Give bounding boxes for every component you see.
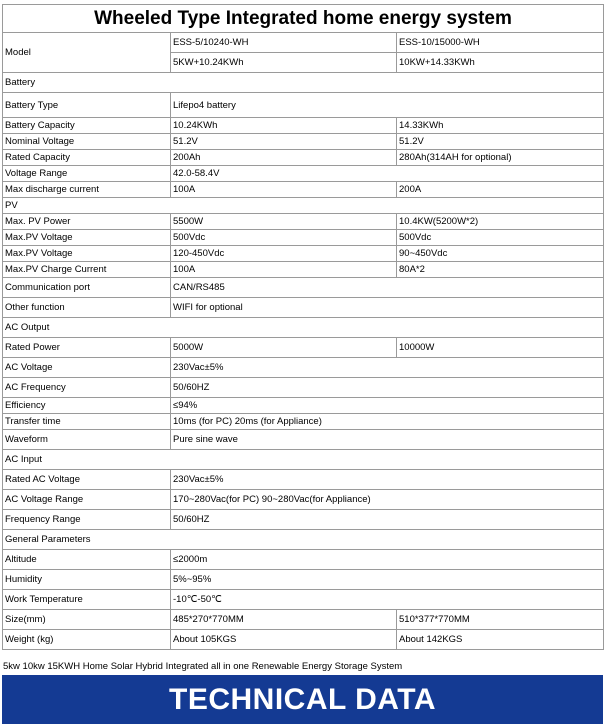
row-label: Efficiency: [3, 398, 171, 414]
row-label: Rated Power: [3, 338, 171, 358]
row-label: Transfer time: [3, 414, 171, 430]
row-value-model-1: 5KW+10.24KWh: [171, 53, 397, 73]
row-value-model-1: 51.2V: [171, 134, 397, 150]
row-value-model-2: 14.33KWh: [397, 118, 604, 134]
table-row: [3, 398, 604, 414]
row-value-model-1: 100A: [171, 262, 397, 278]
row-value: 230Vac±5%: [171, 470, 604, 490]
row-value: 50/60HZ: [171, 378, 604, 398]
row-label: AC Voltage: [3, 358, 171, 378]
row-value-model-2: 51.2V: [397, 134, 604, 150]
row-label: Work Temperature: [3, 590, 171, 610]
row-label: AC Frequency: [3, 378, 171, 398]
row-value: CAN/RS485: [171, 278, 604, 298]
row-value: 10ms (for PC) 20ms (for Appliance): [171, 414, 604, 430]
row-label: Max.PV Voltage: [3, 230, 171, 246]
table-title: Wheeled Type Integrated home energy system: [3, 5, 604, 33]
row-value: -10℃-50℃: [171, 590, 604, 610]
row-label: Humidity: [3, 570, 171, 590]
table-row: [3, 570, 604, 590]
section-header: PV: [3, 198, 604, 214]
row-value: 50/60HZ: [171, 510, 604, 530]
row-value: Pure sine wave: [171, 430, 604, 450]
row-label: Other function: [3, 298, 171, 318]
row-label: Max.PV Voltage: [3, 246, 171, 262]
spec-table: [2, 4, 604, 650]
table-row: [3, 530, 604, 550]
technical-data-banner: TECHNICAL DATA: [2, 675, 603, 724]
row-value-model-2: 510*377*770MM: [397, 610, 604, 630]
row-label: Max discharge current: [3, 182, 171, 198]
row-value-model-1: 485*270*770MM: [171, 610, 397, 630]
table-row: [3, 166, 604, 182]
row-value: ≤2000m: [171, 550, 604, 570]
table-row: [3, 338, 604, 358]
section-header: AC Input: [3, 450, 604, 470]
table-row: [3, 610, 604, 630]
row-value: 5%~95%: [171, 570, 604, 590]
row-value: Lifepo4 battery: [171, 93, 604, 118]
row-label: Size(mm): [3, 610, 171, 630]
row-value-model-2: ESS-10/15000-WH: [397, 33, 604, 53]
table-row: [3, 33, 604, 53]
row-value-model-2: 10000W: [397, 338, 604, 358]
row-label: Max.PV Charge Current: [3, 262, 171, 278]
row-value: 42.0-58.4V: [171, 166, 604, 182]
row-value-model-2: 80A*2: [397, 262, 604, 278]
row-label: Weight (kg): [3, 630, 171, 650]
row-value: 230Vac±5%: [171, 358, 604, 378]
row-label: Frequency Range: [3, 510, 171, 530]
table-row: [3, 73, 604, 93]
table-row: [3, 278, 604, 298]
table-row: [3, 198, 604, 214]
row-value-model-1: 5500W: [171, 214, 397, 230]
table-row: [3, 358, 604, 378]
row-label: Rated AC Voltage: [3, 470, 171, 490]
row-value-model-2: About 142KGS: [397, 630, 604, 650]
section-header: Battery: [3, 73, 604, 93]
row-value-model-1: 100A: [171, 182, 397, 198]
row-value-model-1: 10.24KWh: [171, 118, 397, 134]
table-row: [3, 246, 604, 262]
row-label: Waveform: [3, 430, 171, 450]
section-header: General Parameters: [3, 530, 604, 550]
table-row: [3, 590, 604, 610]
section-header: AC Output: [3, 318, 604, 338]
row-value-model-2: 90~450Vdc: [397, 246, 604, 262]
row-value: WIFI for optional: [171, 298, 604, 318]
table-row: [3, 470, 604, 490]
table-row: [3, 150, 604, 166]
row-label: Model: [3, 33, 171, 73]
row-value: 170~280Vac(for PC) 90~280Vac(for Appliance): [171, 490, 604, 510]
row-label: Nominal Voltage: [3, 134, 171, 150]
table-row: [3, 182, 604, 198]
row-label: Rated Capacity: [3, 150, 171, 166]
table-row: [3, 510, 604, 530]
row-value-model-1: 5000W: [171, 338, 397, 358]
row-value-model-1: 200Ah: [171, 150, 397, 166]
row-label: Max. PV Power: [3, 214, 171, 230]
caption: 5kw 10kw 15KWH Home Solar Hybrid Integrated all in one Renewable Energy Storage System: [3, 661, 403, 672]
table-row: [3, 550, 604, 570]
row-label: AC Voltage Range: [3, 490, 171, 510]
row-value-model-2: 10KW+14.33KWh: [397, 53, 604, 73]
table-row: [3, 318, 604, 338]
table-row: [3, 630, 604, 650]
row-value-model-1: 500Vdc: [171, 230, 397, 246]
table-row: [3, 262, 604, 278]
table-row: [3, 214, 604, 230]
table-row: [3, 378, 604, 398]
table-row: [3, 230, 604, 246]
table-row: [3, 298, 604, 318]
row-label: Altitude: [3, 550, 171, 570]
row-value-model-2: 10.4KW(5200W*2): [397, 214, 604, 230]
table-row: [3, 430, 604, 450]
spec-sheet: [2, 4, 603, 650]
table-row: [3, 93, 604, 118]
row-value: ≤94%: [171, 398, 604, 414]
row-value-model-2: 280Ah(314AH for optional): [397, 150, 604, 166]
row-value-model-1: ESS-5/10240-WH: [171, 33, 397, 53]
table-row: [3, 490, 604, 510]
row-label: Communication port: [3, 278, 171, 298]
table-row: [3, 450, 604, 470]
row-label: Voltage Range: [3, 166, 171, 182]
row-label: Battery Capacity: [3, 118, 171, 134]
table-row: [3, 414, 604, 430]
row-value-model-1: 120-450Vdc: [171, 246, 397, 262]
row-value-model-2: 200A: [397, 182, 604, 198]
row-label: Battery Type: [3, 93, 171, 118]
table-row: [3, 118, 604, 134]
table-row: [3, 134, 604, 150]
row-value-model-2: 500Vdc: [397, 230, 604, 246]
row-value-model-1: About 105KGS: [171, 630, 397, 650]
